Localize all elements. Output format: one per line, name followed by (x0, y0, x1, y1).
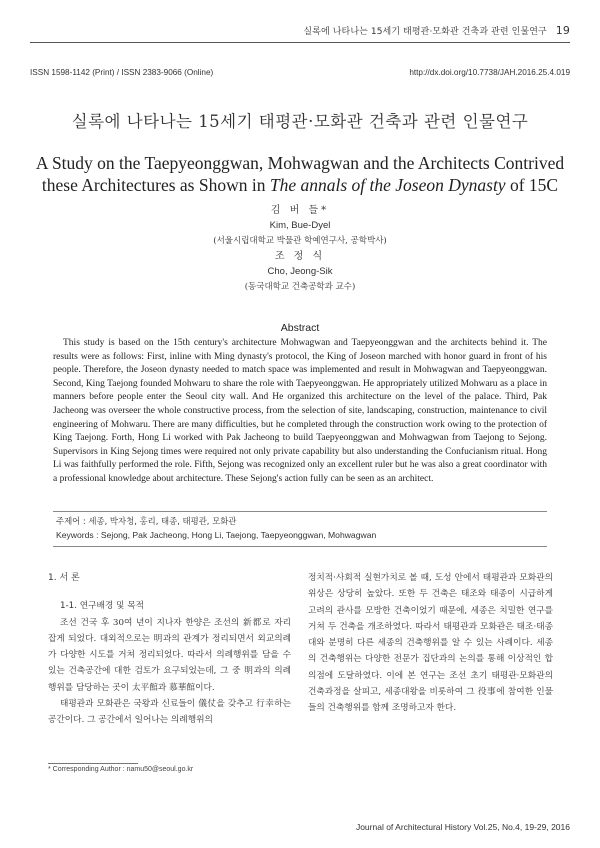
author1-name-ko: 김 버 들* (270, 205, 330, 216)
english-title (30, 152, 570, 196)
abstract-heading: Abstract (280, 322, 320, 334)
page-number: 19 (555, 24, 570, 37)
author1-affiliation: (서울시립대학교 박물관 학예연구사, 공학박사) (213, 236, 387, 246)
author1-name-en: Kim, Bue-Dyel (269, 220, 331, 231)
author2-name-en: Cho, Jeong-Sik (267, 266, 333, 277)
footnote-rule (48, 763, 138, 764)
running-header (303, 24, 570, 37)
journal-info: Journal of Architectural History Vol.25, No.4, 19-29, 2016 (355, 822, 570, 832)
subsection-heading: 1-1. 연구배경 및 목적 (60, 601, 144, 612)
issn-info: ISSN 1598-1142 (Print) / ISSN 2383-9066 (Online) (30, 68, 214, 77)
header-rule (30, 42, 570, 43)
english-title-line1: A Study on the Taepyeonggwan, Mohwagwan and the Architects Contrived (35, 153, 565, 173)
english-title-line2 (30, 174, 570, 196)
running-title: 실록에 나타나는 15세기 태평관·모화관 건축과 관련 인물연구 (303, 27, 547, 37)
english-title-italic: The annals of the Joseon Dynasty (269, 175, 506, 195)
body-paragraph: 조선 건국 후 30여 년이 지나자 한양은 조선의 新都로 자리 잡게 되었다. 대외적으로는 明과의 관계가 정리되면서 외교의례가 다양한 시도를 거쳐 정리되었다. 따라서 의례행위를 담을 수 있는 건축공간에 대한 검토가 요구되었는데, 그 중 明과의 의례행위를 담당하는 곳이 太平館과 慕華館이다. (48, 617, 291, 693)
section-heading: 1. 서 론 (48, 573, 80, 583)
abstract-text: This study is based on the 15th century's architecture Mohwagwan and Taepyeonggwan and the architects behind it. The results were as follows: First, inline with Ming dynasty's protocol, the King of Joseon marched with honor guard in front of his people. Therefore, the Joseon dynasty needed to match space was implemented and result in Mohwagwan and Taepyeonggwan. Second, King Taejong founded Mohwaru to share the role with Taepyeonggwan. He appropriately utilized Mohwaru as a place in manners before people enter the Seoul city wall. And He organized this architecture on the level of the palace. Third, Pak Jacheong was overseer the whole constructive process, from the selection of site, landscaping, construction, maintenance to civil engineering of Mohwaru. There are many difficulties, but he completed through the construction work owing to the protection of King Taejong. Forth, Hong Li worked with Pak Jacheong to build Taepyeonggwan and Mohwagwan from Taejong to Sejong. Supervisors in King Sejong times were required not only private capability but also understanding the Confucianism ritual. Hong Li was faithfully performed the role. Fifth, Sejong was recognized only an excellent ruler but he was also a great coordinator with a professional knowledge about architecture. These Sejong's action fully can be seen as an architect. (53, 338, 547, 484)
keywords-korean: 주제어 : 세종, 박자청, 홍리, 태종, 태평관, 모화관 (56, 516, 237, 526)
author-block (0, 203, 600, 295)
keywords-bottom-rule (53, 546, 547, 547)
doi-link[interactable]: http://dx.doi.org/10.7738/JAH.2016.25.4.019 (409, 68, 570, 77)
keywords-english: Keywords : Sejong, Pak Jacheong, Hong Li, Taejong, Taepyeonggwan, Mohwagwan (56, 530, 377, 540)
body-right-column (308, 570, 553, 717)
footnote: * Corresponding Author : namu50@seoul.go.kr (48, 766, 194, 773)
body-paragraph: 태평관과 모화관은 국왕과 신료들이 儀仗을 갖추고 行幸하는 공간이다. 그 공간에서 일어나는 의례행위의 (48, 699, 291, 726)
keywords-top-rule (53, 511, 547, 512)
author2-name-ko: 조 정 식 (274, 251, 326, 262)
korean-title: 실록에 나타나는 15세기 태평관·모화관 건축과 관련 인물연구 (71, 112, 529, 131)
english-title-pre: these Architectures as Shown in (41, 175, 270, 195)
author2-affiliation: (동국대학교 건축공학과 교수) (244, 282, 356, 292)
body-paragraph: 정치적·사회적 실현가치로 볼 때, 도성 안에서 태평관과 모화관의 위상은 상당히 높았다. 또한 두 건축은 태조와 태종이 시급하게 고려의 관사를 모방한 건축이었기 때문에, 세종은 치밀한 연구를 거쳐 두 건축을 개조하였다. 따라서 태평관과 모화관은 태조·태종대와 분명히 다른 세종의 건축행위를 알 수 있는 사례이다. 세종의 건축행위는 다양한 전문가 집단과의 논의를 통해 이상적인 합의점에 도달하였다. 이에 본 연구는 조선 초기 태평관·모화관의 건축과정을 살피고, 세종대왕을 비롯하여 그 役事에 참여한 인물들의 건축행위를 함께 조명하고자 한다. (308, 573, 553, 714)
english-title-post: of 15C (505, 175, 559, 195)
body-left-column (48, 570, 291, 729)
